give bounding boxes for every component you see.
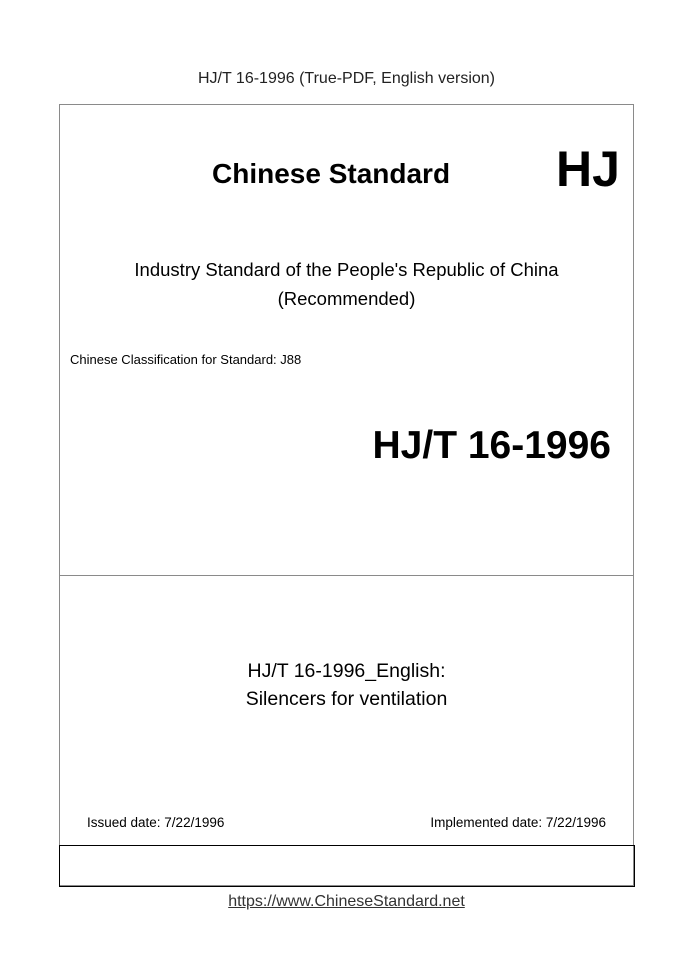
footer-box: [59, 845, 635, 887]
recommended-line: (Recommended): [277, 288, 416, 309]
brand-mark: HJ: [556, 141, 620, 197]
classification-label: Chinese Classification for Standard: J88: [70, 352, 302, 367]
document-title-code: HJ/T 16-1996_English:: [247, 660, 446, 682]
issued-date: Issued date: 7/22/1996: [87, 815, 225, 830]
brand-title: Chinese Standard: [212, 158, 451, 189]
industry-standard-line: Industry Standard of the People's Republic of China: [134, 259, 559, 280]
page-header-title: HJ/T 16-1996 (True-PDF, English version): [198, 70, 495, 87]
implemented-date: Implemented date: 7/22/1996: [430, 815, 606, 830]
section-divider: [59, 575, 634, 576]
standard-number: HJ/T 16-1996: [372, 424, 611, 467]
cover-frame: [59, 104, 634, 886]
website-link[interactable]: https://www.ChineseStandard.net: [228, 893, 465, 910]
document-title-name: Silencers for ventilation: [245, 688, 448, 710]
